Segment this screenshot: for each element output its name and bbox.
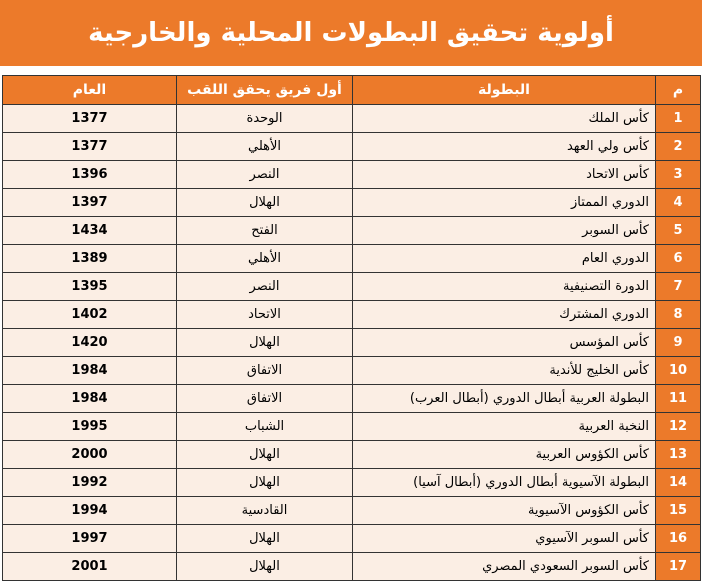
- year-cell: 1994: [3, 497, 177, 525]
- row-number: 6: [656, 245, 701, 273]
- table-row: [3, 273, 701, 301]
- page-title: أولوية تحقيق البطولات المحلية والخارجية: [88, 18, 614, 48]
- year-cell: 1997: [3, 525, 177, 553]
- first-team-cell: الأهلي: [177, 245, 353, 273]
- year-cell: 1434: [3, 217, 177, 245]
- championship-cell: كأس الملك: [353, 105, 656, 133]
- championship-cell: كأس ولي العهد: [353, 133, 656, 161]
- championship-cell: كأس الاتحاد: [353, 161, 656, 189]
- first-team-cell: الهلال: [177, 189, 353, 217]
- championship-cell: كأس المؤسس: [353, 329, 656, 357]
- table-row: [3, 525, 701, 553]
- header-first-team: أول فريق يحقق اللقب: [177, 76, 353, 105]
- championship-cell: الدوري العام: [353, 245, 656, 273]
- row-number: 10: [656, 357, 701, 385]
- year-cell: 1984: [3, 357, 177, 385]
- table-row: [3, 553, 701, 581]
- header-num: م: [656, 76, 701, 105]
- year-cell: 1420: [3, 329, 177, 357]
- header-row: [3, 76, 701, 105]
- row-number: 3: [656, 161, 701, 189]
- table-row: [3, 217, 701, 245]
- year-cell: 1984: [3, 385, 177, 413]
- row-number: 16: [656, 525, 701, 553]
- row-number: 9: [656, 329, 701, 357]
- first-team-cell: الهلال: [177, 469, 353, 497]
- year-cell: 1396: [3, 161, 177, 189]
- table-row: [3, 385, 701, 413]
- championship-cell: كأس السوبر السعودي المصري: [353, 553, 656, 581]
- year-cell: 1995: [3, 413, 177, 441]
- championship-cell: البطولة العربية أبطال الدوري (أبطال العرب): [353, 385, 656, 413]
- first-team-cell: الاتحاد: [177, 301, 353, 329]
- championship-cell: النخبة العربية: [353, 413, 656, 441]
- first-team-cell: الاتفاق: [177, 357, 353, 385]
- year-cell: 1402: [3, 301, 177, 329]
- table-row: [3, 441, 701, 469]
- year-cell: 1397: [3, 189, 177, 217]
- row-number: 14: [656, 469, 701, 497]
- table-row: [3, 357, 701, 385]
- table-row: [3, 413, 701, 441]
- first-team-cell: النصر: [177, 161, 353, 189]
- table-row: [3, 497, 701, 525]
- championship-cell: كأس الكؤوس العربية: [353, 441, 656, 469]
- row-number: 15: [656, 497, 701, 525]
- row-number: 17: [656, 553, 701, 581]
- championship-cell: البطولة الآسيوية أبطال الدوري (أبطال آسيا): [353, 469, 656, 497]
- first-team-cell: القادسية: [177, 497, 353, 525]
- table-row: [3, 105, 701, 133]
- row-number: 12: [656, 413, 701, 441]
- table-row: [3, 301, 701, 329]
- title-banner: [0, 0, 702, 66]
- championship-cell: كأس السوبر الآسيوي: [353, 525, 656, 553]
- header-year: العام: [3, 76, 177, 105]
- championships-table: [2, 75, 701, 581]
- table-row: [3, 161, 701, 189]
- championship-cell: الدوري المشترك: [353, 301, 656, 329]
- table-row: [3, 469, 701, 497]
- row-number: 5: [656, 217, 701, 245]
- first-team-cell: النصر: [177, 273, 353, 301]
- table-row: [3, 189, 701, 217]
- row-number: 2: [656, 133, 701, 161]
- first-team-cell: الهلال: [177, 525, 353, 553]
- championship-cell: الدوري الممتاز: [353, 189, 656, 217]
- year-cell: 1992: [3, 469, 177, 497]
- first-team-cell: الوحدة: [177, 105, 353, 133]
- table-row: [3, 245, 701, 273]
- header-championship: البطولة: [353, 76, 656, 105]
- row-number: 4: [656, 189, 701, 217]
- first-team-cell: الاتفاق: [177, 385, 353, 413]
- first-team-cell: الشباب: [177, 413, 353, 441]
- first-team-cell: الهلال: [177, 553, 353, 581]
- year-cell: 2000: [3, 441, 177, 469]
- first-team-cell: الهلال: [177, 441, 353, 469]
- year-cell: 1377: [3, 133, 177, 161]
- championship-cell: كأس الخليج للأندية: [353, 357, 656, 385]
- row-number: 1: [656, 105, 701, 133]
- first-team-cell: الأهلي: [177, 133, 353, 161]
- table-row: [3, 329, 701, 357]
- first-team-cell: الهلال: [177, 329, 353, 357]
- year-cell: 2001: [3, 553, 177, 581]
- year-cell: 1377: [3, 105, 177, 133]
- championship-cell: كأس السوبر: [353, 217, 656, 245]
- row-number: 13: [656, 441, 701, 469]
- first-team-cell: الفتح: [177, 217, 353, 245]
- table-row: [3, 133, 701, 161]
- year-cell: 1395: [3, 273, 177, 301]
- year-cell: 1389: [3, 245, 177, 273]
- row-number: 7: [656, 273, 701, 301]
- championship-cell: كأس الكؤوس الآسيوية: [353, 497, 656, 525]
- row-number: 11: [656, 385, 701, 413]
- row-number: 8: [656, 301, 701, 329]
- championship-cell: الدورة التصنيفية: [353, 273, 656, 301]
